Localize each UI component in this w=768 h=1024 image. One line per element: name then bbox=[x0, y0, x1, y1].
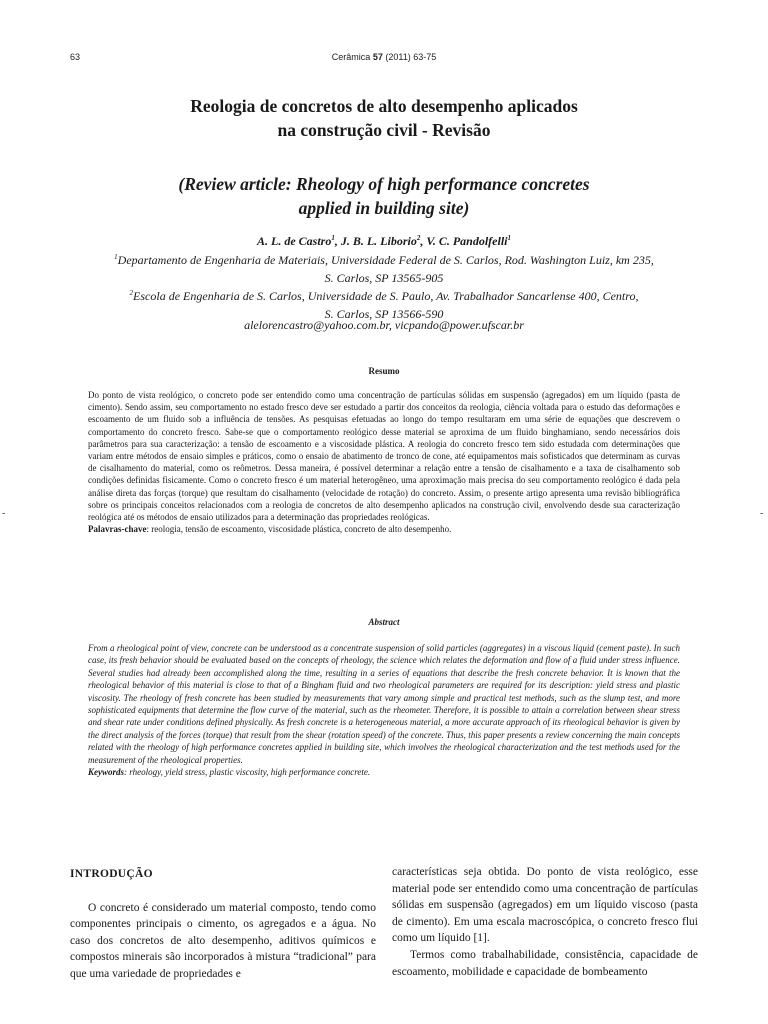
affiliation-2-marker: 2 bbox=[129, 289, 134, 297]
title-pt-line2: na construção civil - Revisão bbox=[277, 120, 491, 140]
affiliation-1 bbox=[0, 248, 768, 287]
intro-paragraph-1: O concreto é considerado um material composto, tendo como componentes principais o cimento, os agregados e a água. No caso dos concretos de alto desempenho, aditivos químicos e compostos minerais são incorporados à mistura “tradicional” para que uma variedade de propriedades e bbox=[70, 901, 376, 980]
author-1: A. L. de Castro bbox=[257, 234, 332, 248]
journal-issue: (2011) 63-75 bbox=[385, 52, 437, 62]
author-2: , J. B. L. Liborio bbox=[334, 234, 417, 248]
introduction-heading: INTRODUÇÃO bbox=[70, 868, 153, 880]
title-portuguese bbox=[0, 94, 768, 142]
journal-volume: 57 bbox=[372, 52, 383, 62]
resumo-heading: Resumo bbox=[368, 366, 400, 376]
affiliation-2-line2: S. Carlos, SP 13566-590 bbox=[324, 307, 444, 321]
author-3-affil: 1 bbox=[507, 234, 511, 242]
title-english bbox=[0, 172, 768, 220]
intro-paragraph-1-cont: características seja obtida. Do ponto de vista reológico, esse material pode ser entendido como uma concentração de partículas sólidas em suspensão (agregados) em um líquido viscoso (pasta de cimento). Em uma escala macroscópica, o concreto fresco flui como um líquido [1]. bbox=[392, 866, 698, 945]
resumo-block bbox=[88, 389, 680, 535]
affiliation-1-marker: 1 bbox=[114, 253, 118, 261]
palavras-chave-label: Palavras-chave bbox=[88, 524, 147, 535]
keywords: : rheology, yield stress, plastic viscosity, high performance concrete. bbox=[124, 767, 371, 778]
body-column-left bbox=[70, 866, 376, 983]
author-emails[interactable]: alelorencastro@yahoo.com.br, vicpando@power.ufscar.br bbox=[244, 318, 524, 332]
running-header bbox=[0, 52, 768, 62]
author-2-affil: 2 bbox=[416, 234, 421, 242]
margin-mark-left: - bbox=[2, 508, 6, 519]
keywords-label: Keywords bbox=[88, 767, 124, 778]
margin-mark-right: - bbox=[760, 508, 764, 519]
title-en-line1: (Review article: Rheology of high performance concretes bbox=[178, 174, 590, 194]
title-en-line2: applied in building site) bbox=[298, 198, 470, 218]
journal-name: Cerâmica bbox=[331, 52, 371, 62]
abstract-heading: Abstract bbox=[368, 617, 400, 627]
abstract-text: From a rheological point of view, concrete can be understood as a concentrate suspension of solid particles (aggregates) in a viscous liquid (cement paste). In such case, its fresh behavior should be evaluated based on the concepts of rheology, the science which relates the deformation and flow of a fluid under stress influence. Several studies had already been accomplished along the time, resulting in a series of equations that describe the fresh concrete behavior. It is known that the rheological behavior of this material is close to that of a Bingham fluid and two rheological parameters are required for its description: yield stress and plastic viscosity. The rheology of fresh concrete has been studied by measurements that vary among simple and practical test methods, such as the slump test, and more sophisticated equipments that determine the flow curve of the material, such as the rheometer. Therefore, it is possible to attain a correlation between shear stress and shear rate under conditions defined physically. As fresh concrete is a heterogeneous material, a more accurate approach of its rheological behavior is given by the direct analysis of the forces (torque) that result from the shear (rotation speed) of the concrete. Thus, this paper presents a review concerning the main concepts related with the rheology of high performance concretes applied in building site, which involves the rheological characterization and the test methods used for the measurement of the rheological properties. bbox=[88, 643, 680, 765]
author-1-affil: 1 bbox=[331, 234, 335, 242]
affiliation-2-line1: Escola de Engenharia de S. Carlos, Universidade de S. Paulo, Av. Trabalhador Sancarlense 400, Centro, bbox=[133, 289, 639, 303]
author-3: , V. C. Pandolfelli bbox=[420, 234, 508, 248]
affiliation-1-line2: S. Carlos, SP 13565-905 bbox=[324, 271, 444, 285]
title-pt-line1: Reologia de concretos de alto desempenho aplicados bbox=[190, 96, 578, 116]
palavras-chave: : reologia, tensão de escoamento, viscosidade plástica, concreto de alto desempenho. bbox=[146, 524, 452, 535]
body-column-right bbox=[392, 864, 698, 980]
abstract-block bbox=[88, 642, 680, 778]
author-list bbox=[0, 234, 768, 249]
intro-paragraph-2: Termos como trabalhabilidade, consistência, capacidade de escoamento, mobilidade e capacidade de bombeamento bbox=[392, 948, 698, 978]
affiliation-1-line1: Departamento de Engenharia de Materiais, Universidade Federal de S. Carlos, Rod. Washington Luiz, km 235, bbox=[117, 253, 654, 267]
resumo-text: Do ponto de vista reológico, o concreto pode ser entendido como uma concentração de partículas sólidas em suspensão (agregados) em um líquido (pasta de cimento). Sendo assim, seu comportamento no estado fresco deve ser estudado a partir dos conceitos da reologia, ciência voltada para o estudo das deformações e escoamento de um fluido sob a influência de tensões. As pesquisas efetuadas ao longo do tempo resultaram em uma série de equações que descrevem o comportamento do concreto fresco. Sabe-se que o comportamento reológico desse material se aproxima de um fluido binghamiano, sendo necessários dois parâmetros para sua caracterização: a tensão de escoamento e a viscosidade plástica. A reologia do concreto fresco tem sido estudada com determinações que variam entre métodos de ensaio simples e práticos, como o ensaio de abatimento de tronco de cone, até equipamentos mais sofisticados que determinam as curvas de cisalhamento do material, como os reômetros. Dessa maneira, é possível determinar a relação entre a tensão de cisalhamento e a taxa de cisalhamento sob condições definidas fisicamente. Como o concreto fresco é um material heterogêneo, uma aproximação mais precisa do seu comportamento reológico é dada pela análise direta das forças (torque) que resultam do cisalhamento (velocidade de rotação) do concreto. Assim, o presente artigo apresenta uma revisão bibliográfica sobre os principais conceitos relacionados com a reologia de concretos de alto desempenho aplicados na construção civil, envolvendo desde sua caracterização reológica até os métodos de ensaio utilizados para a determinação das propriedades reológicas. bbox=[88, 390, 680, 523]
page-number: 63 bbox=[70, 52, 81, 62]
